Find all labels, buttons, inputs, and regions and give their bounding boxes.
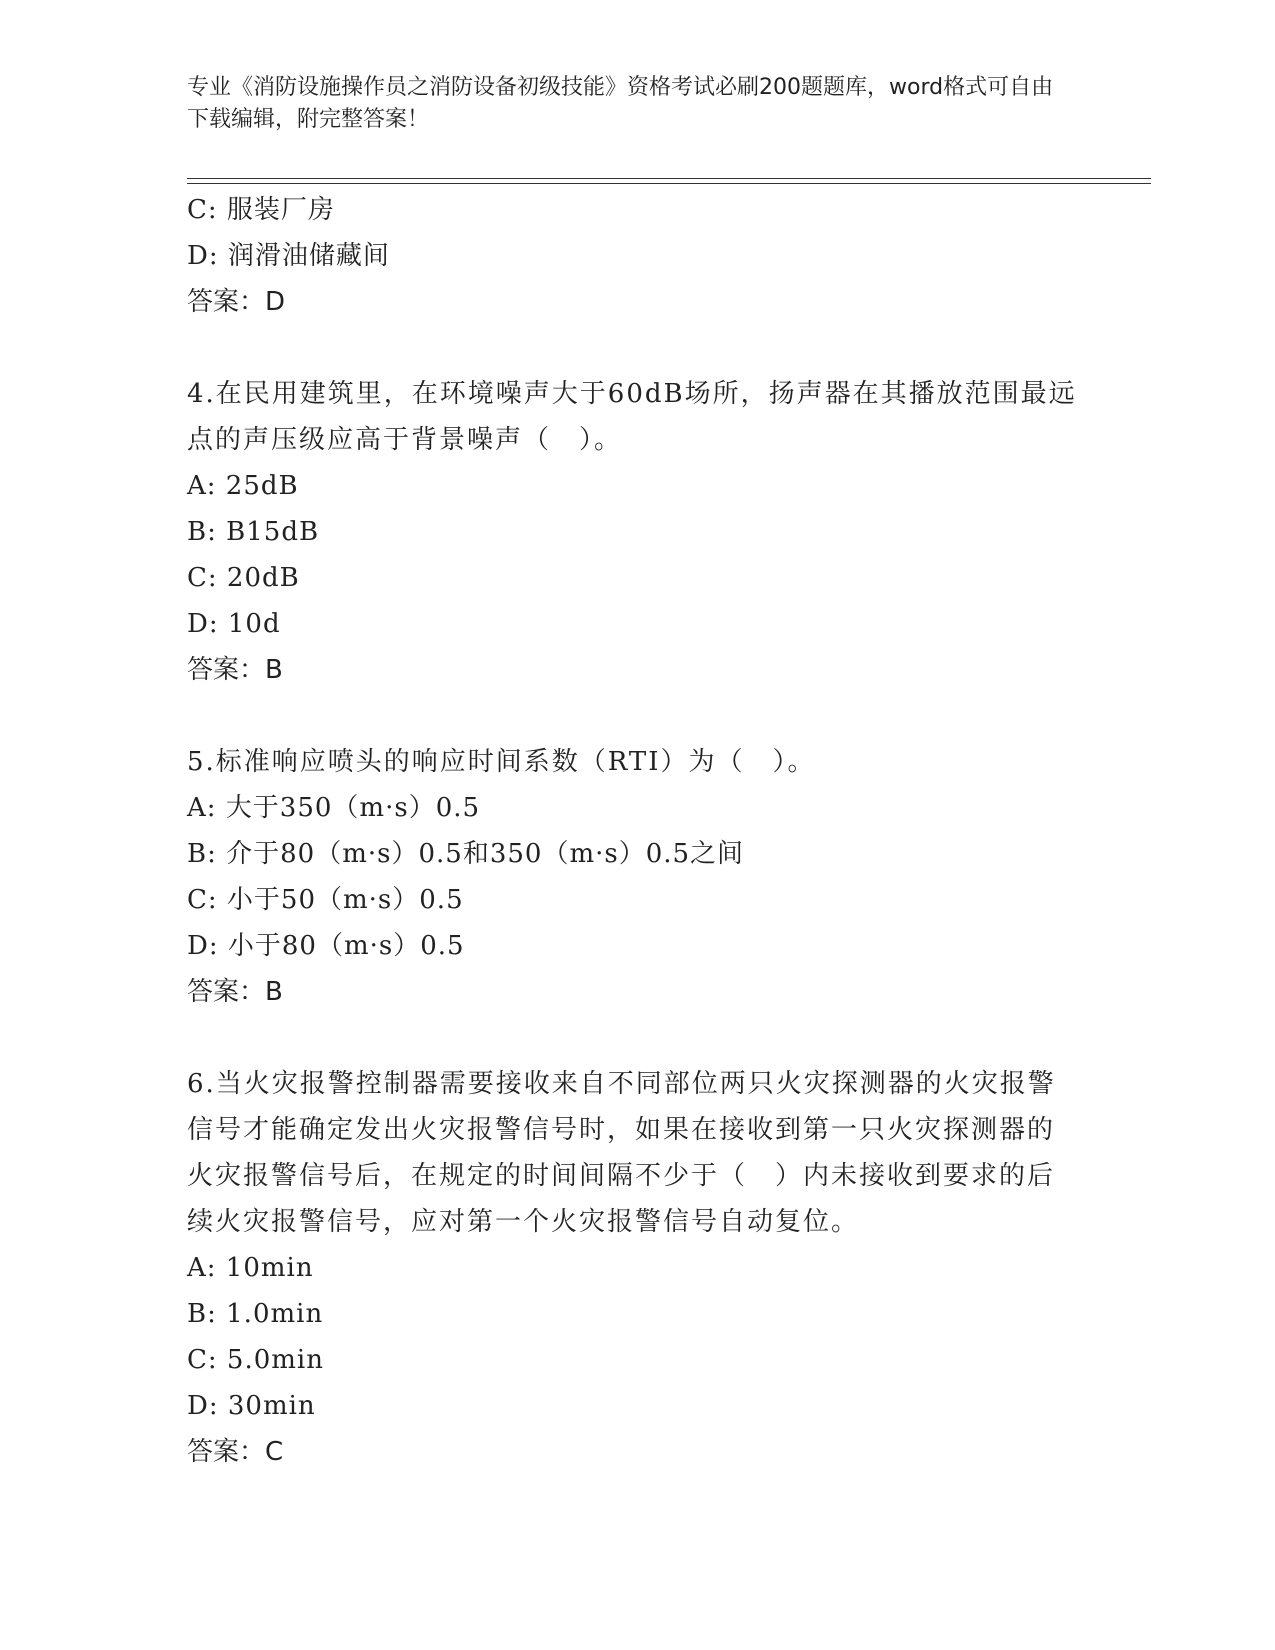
- question-6: [187, 1061, 1087, 1475]
- spacer: [187, 325, 1087, 371]
- question-text: 5.标准响应喷头的响应时间系数（RTI）为（ ）。: [187, 747, 816, 777]
- question-text: 4.在民用建筑里，在环境噪声大于60dB场所，扬声器在其播放范围最远点的声压级应高于背景噪声（ ）。: [187, 379, 1077, 455]
- question-list: [187, 187, 1087, 1475]
- option-b: B: 介于80（m·s）0.5和350（m·s）0.5之间: [187, 839, 745, 869]
- option-a: A: 10min: [187, 1253, 314, 1283]
- document-header: 专业《消防设施操作员之消防设备初级技能》资格考试必刷200题题库，word格式可自由下载编辑，附完整答案！: [187, 75, 1054, 132]
- option-a: A: 25dB: [187, 471, 299, 501]
- option-c: C: 小于50（m·s）0.5: [187, 885, 464, 915]
- answer-line: 答案：C: [187, 1437, 284, 1467]
- option-d: D: 小于80（m·s）0.5: [187, 931, 465, 961]
- option-d: D: 30min: [187, 1391, 316, 1421]
- option-c: C: 5.0min: [187, 1345, 324, 1375]
- answer-line: 答案：D: [187, 287, 286, 317]
- option-d: D: 10d: [187, 609, 281, 639]
- spacer: [187, 693, 1087, 739]
- option-c: C: 服装厂房: [187, 195, 335, 225]
- question-4: [187, 371, 1087, 693]
- header-divider: [187, 178, 1151, 184]
- answer-line: 答案：B: [187, 655, 283, 685]
- option-a: A: 大于350（m·s）0.5: [187, 793, 481, 823]
- question-5: [187, 739, 1087, 1015]
- option-d: D: 润滑油储藏间: [187, 241, 390, 271]
- option-b: B: 1.0min: [187, 1299, 324, 1329]
- question-text: 6.当火灾报警控制器需要接收来自不同部位两只火灾探测器的火灾报警信号才能确定发出火灾报警信号时，如果在接收到第一只火灾探测器的火灾报警信号后，在规定的时间间隔不少于（ ）内未接收到要求的后续火灾报警信号，应对第一个火灾报警信号自动复位。: [187, 1069, 1056, 1237]
- question-3-tail: [187, 187, 1087, 325]
- spacer: [187, 1015, 1087, 1061]
- answer-line: 答案：B: [187, 977, 283, 1007]
- option-b: B: B15dB: [187, 517, 320, 547]
- option-c: C: 20dB: [187, 563, 300, 593]
